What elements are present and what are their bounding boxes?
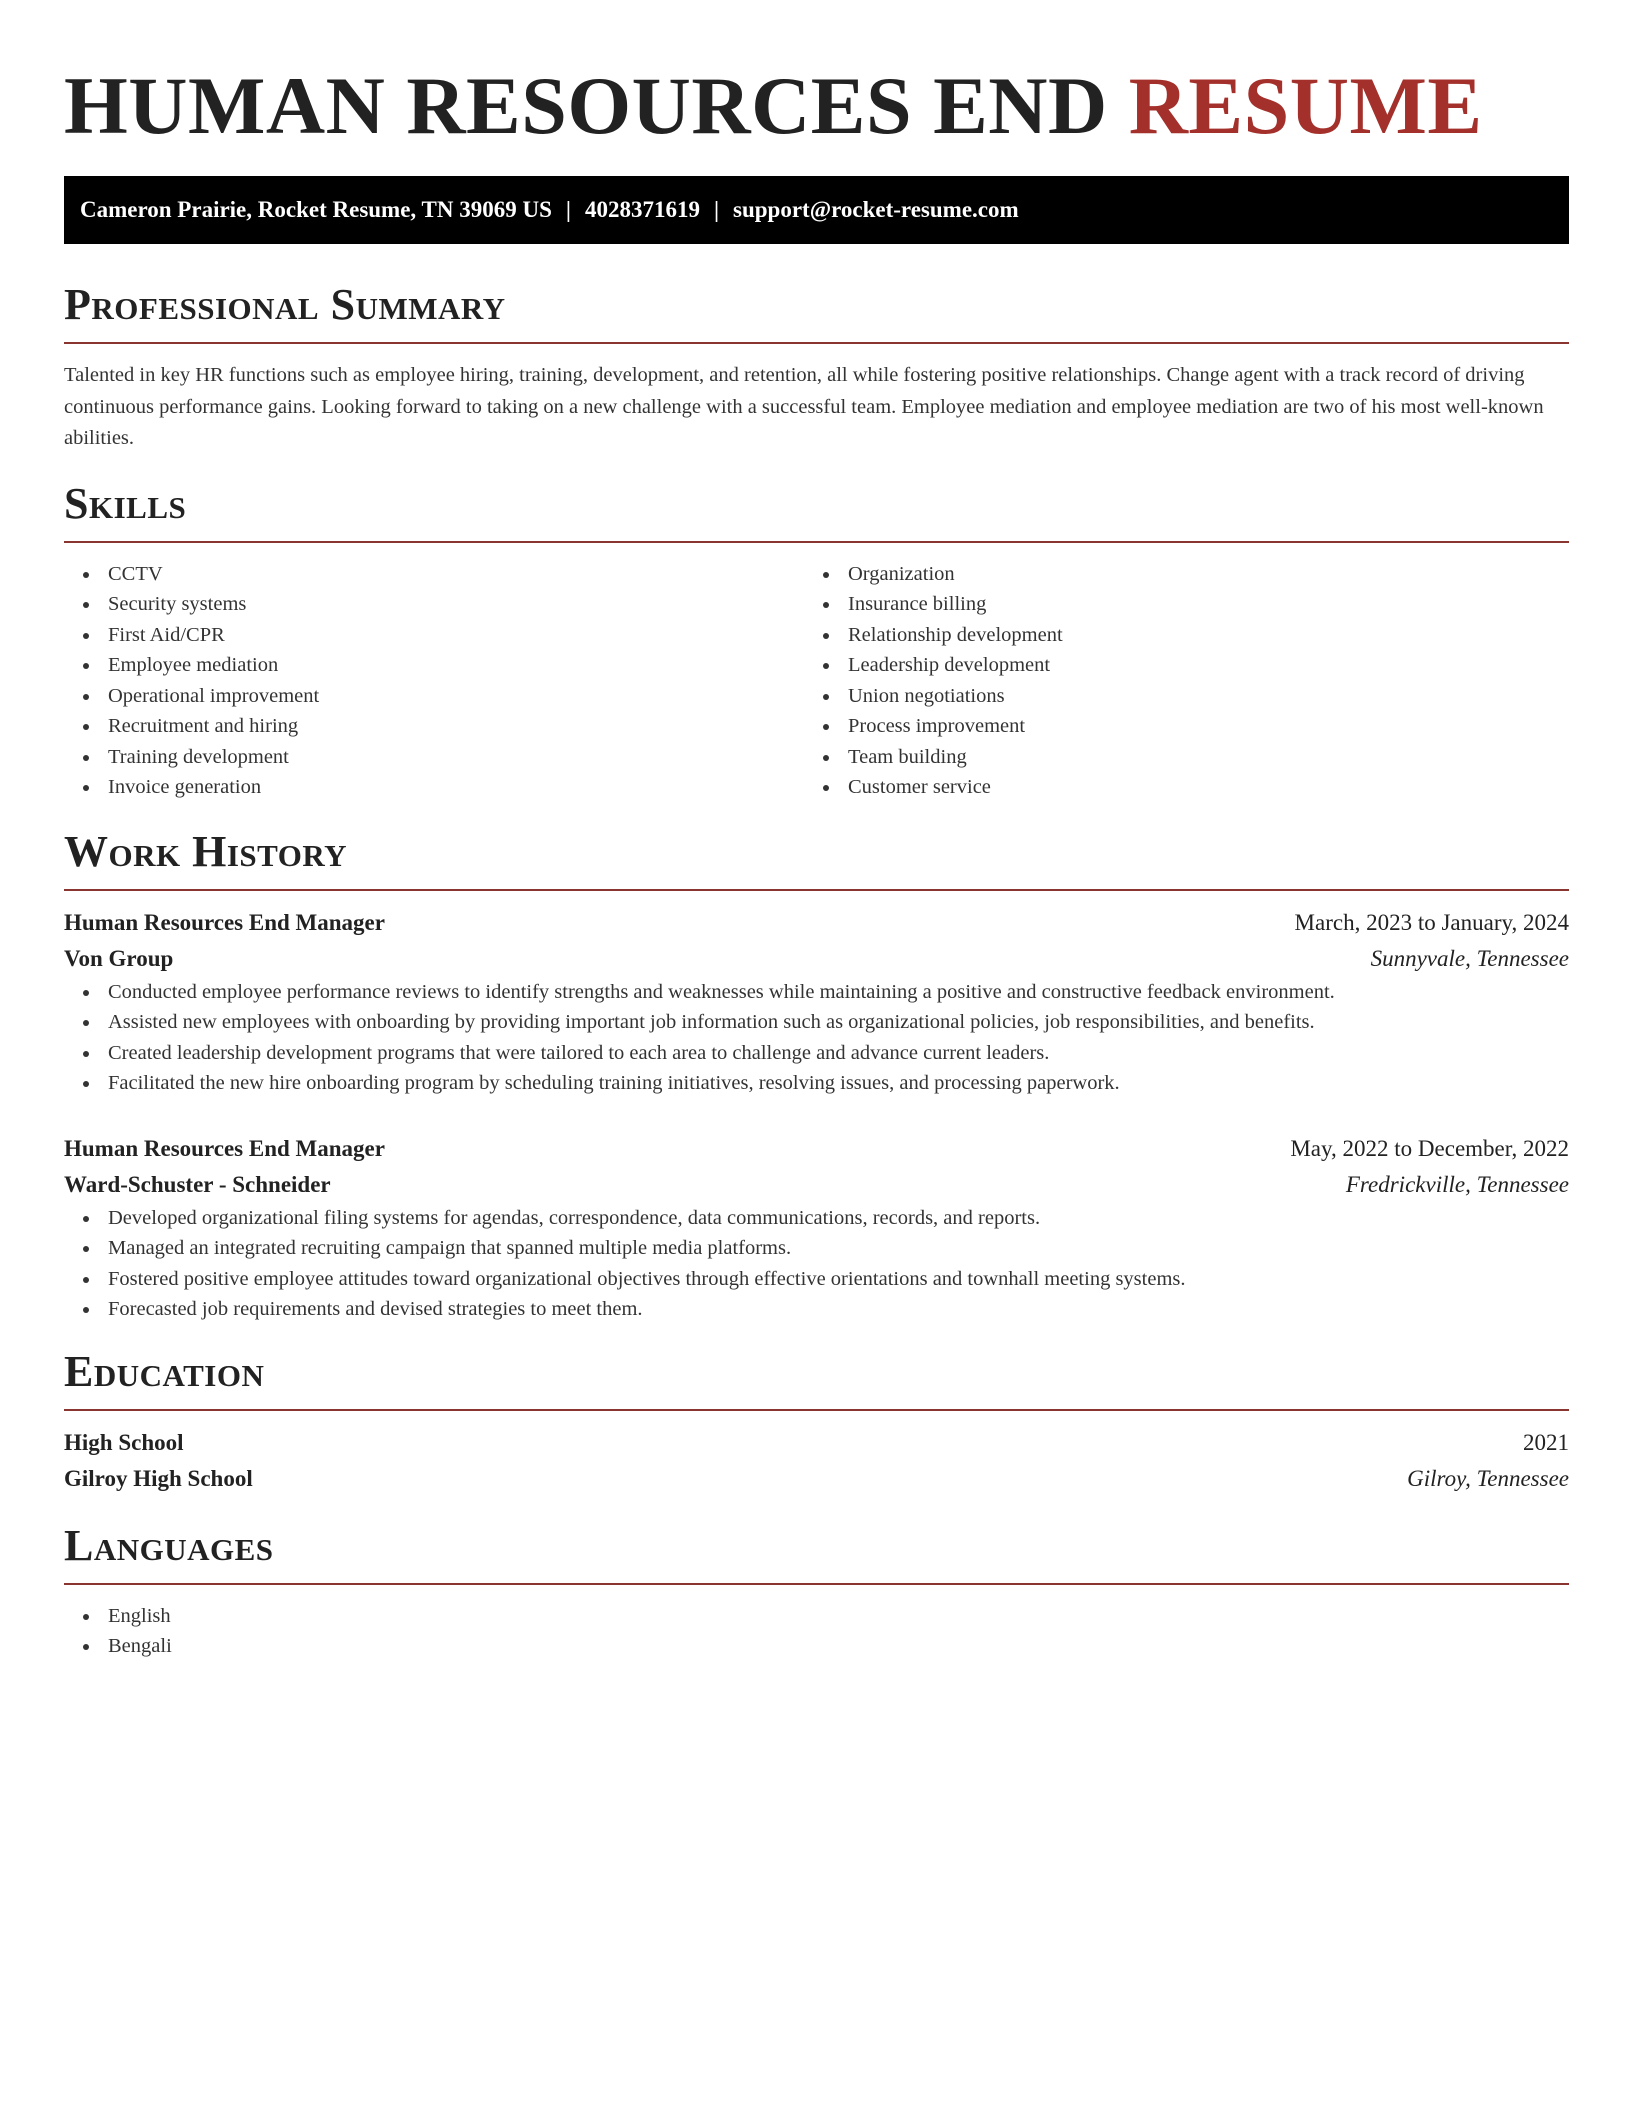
job-bullets bbox=[64, 1203, 1569, 1325]
summary-text: Talented in key HR functions such as employee hiring, training, development, and retention, all while fostering positive relationships. Change agent with a track record of driving continuous performance gains. Looking forward to taking on a new challenge with a successful team. Employee mediation and employee mediation are two of his most well-known abilities. bbox=[64, 364, 1544, 449]
resume-page bbox=[64, 0, 1569, 1662]
section-divider bbox=[64, 1409, 1569, 1411]
work-history-heading: Work History bbox=[64, 826, 348, 876]
contact-separator: | bbox=[713, 197, 720, 222]
job-dates: March, 2023 to January, 2024 bbox=[1294, 909, 1569, 935]
skills-column-right bbox=[804, 559, 1544, 803]
skill-item: Union negotiations bbox=[804, 681, 1544, 712]
skills-column-left bbox=[64, 559, 804, 803]
skill-item: Employee mediation bbox=[64, 650, 804, 681]
section-divider bbox=[64, 342, 1569, 344]
contact-email[interactable]: support@rocket-resume.com bbox=[733, 197, 1019, 222]
job-dates: May, 2022 to December, 2022 bbox=[1290, 1135, 1569, 1161]
education-entry bbox=[64, 1425, 1569, 1497]
skills-list bbox=[64, 559, 1569, 803]
skill-item: Leadership development bbox=[804, 650, 1544, 681]
education-year: 2021 bbox=[1523, 1429, 1569, 1455]
job-bullet: Developed organizational filing systems for agendas, correspondence, data communications, records, and reports. bbox=[64, 1203, 1569, 1234]
job-bullet: Assisted new employees with onboarding by providing important job information such as organizational policies, job responsibilities, and benefits. bbox=[64, 1007, 1569, 1038]
job-subheader bbox=[64, 941, 1569, 977]
skill-item: Organization bbox=[804, 559, 1544, 590]
job-header bbox=[64, 1131, 1569, 1167]
skill-item: Team building bbox=[804, 742, 1544, 773]
job-company: Ward-Schuster - Schneider bbox=[64, 1171, 331, 1197]
job-bullet: Conducted employee performance reviews to identify strengths and weaknesses while maintaining a positive and constructive feedback environment. bbox=[64, 977, 1569, 1008]
skill-item: Security systems bbox=[64, 589, 804, 620]
job-bullet: Managed an integrated recruiting campaign that spanned multiple media platforms. bbox=[64, 1233, 1569, 1264]
skill-item: Insurance billing bbox=[804, 589, 1544, 620]
job-bullet: Fostered positive employee attitudes toward organizational objectives through effective orientations and townhall meeting systems. bbox=[64, 1264, 1569, 1295]
job-bullet: Created leadership development programs that were tailored to each area to challenge and advance current leaders. bbox=[64, 1038, 1569, 1069]
education-school: Gilroy High School bbox=[64, 1465, 253, 1491]
job-title: Human Resources End Manager bbox=[64, 909, 385, 935]
summary-heading: Professional Summary bbox=[64, 280, 506, 329]
contact-address: Cameron Prairie, Rocket Resume, TN 39069 US bbox=[80, 197, 552, 222]
job-title: Human Resources End Manager bbox=[64, 1135, 385, 1161]
job-bullet: Facilitated the new hire onboarding program by scheduling training initiatives, resolving issues, and processing paperwork. bbox=[64, 1068, 1569, 1099]
skill-item: Operational improvement bbox=[64, 681, 804, 712]
skill-item: Customer service bbox=[804, 772, 1544, 803]
languages-heading: Languages bbox=[64, 1520, 274, 1570]
contact-separator: | bbox=[565, 197, 571, 222]
job-entry bbox=[64, 905, 1569, 1099]
languages-list bbox=[64, 1601, 1569, 1662]
job-header bbox=[64, 905, 1569, 941]
skill-item: Training development bbox=[64, 742, 804, 773]
language-item: English bbox=[64, 1601, 1569, 1632]
contact-phone[interactable]: 4028371619 bbox=[584, 197, 700, 222]
job-bullets bbox=[64, 977, 1569, 1099]
job-subheader bbox=[64, 1167, 1569, 1203]
resume-title bbox=[64, 58, 1569, 154]
education-heading: Education bbox=[64, 1346, 265, 1396]
skill-item: Invoice generation bbox=[64, 772, 804, 803]
section-divider bbox=[64, 541, 1569, 543]
job-company: Von Group bbox=[64, 945, 174, 971]
skills-heading: Skills bbox=[64, 478, 187, 528]
education-subheader bbox=[64, 1461, 1569, 1497]
job-location: Sunnyvale, Tennessee bbox=[1370, 945, 1569, 971]
language-item: Bengali bbox=[64, 1631, 1569, 1662]
resume-title-accent: RESUME bbox=[1128, 60, 1483, 151]
education-location: Gilroy, Tennessee bbox=[1407, 1465, 1569, 1491]
job-entry bbox=[64, 1131, 1569, 1325]
job-bullet: Forecasted job requirements and devised strategies to meet them. bbox=[64, 1294, 1569, 1325]
skill-item: CCTV bbox=[64, 559, 804, 590]
skill-item: Recruitment and hiring bbox=[64, 711, 804, 742]
resume-title-main: HUMAN RESOURCES END bbox=[64, 60, 1108, 151]
skill-item: First Aid/CPR bbox=[64, 620, 804, 651]
contact-bar bbox=[64, 176, 1569, 244]
education-header bbox=[64, 1425, 1569, 1461]
education-degree: High School bbox=[64, 1429, 184, 1455]
job-location: Fredrickville, Tennessee bbox=[1345, 1171, 1569, 1197]
skill-item: Process improvement bbox=[804, 711, 1544, 742]
section-divider bbox=[64, 889, 1569, 891]
section-divider bbox=[64, 1583, 1569, 1585]
skill-item: Relationship development bbox=[804, 620, 1544, 651]
